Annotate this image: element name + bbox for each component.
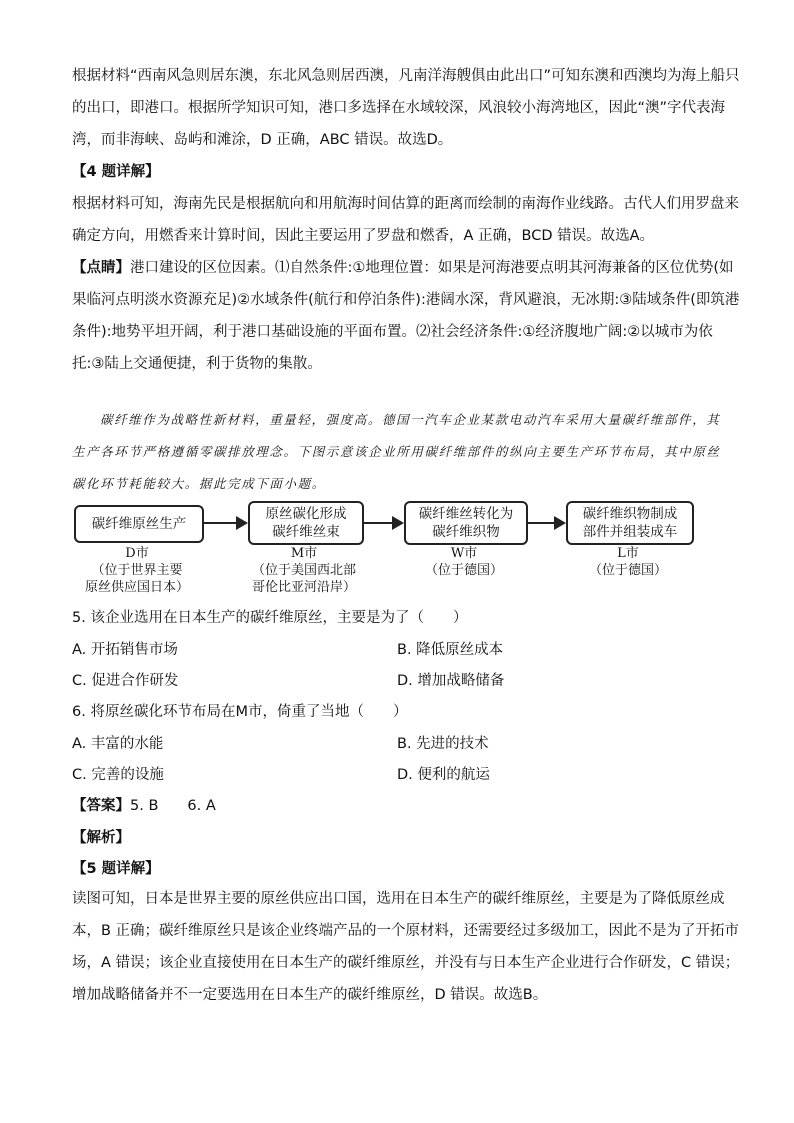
q6-option-c: C. 完善的设施 bbox=[72, 767, 164, 783]
q6-option-a: A. 丰富的水能 bbox=[72, 736, 164, 752]
q5-explanation bbox=[72, 883, 740, 1011]
text-line: 碳纤维作为战略性新材料，重量轻，强度高。德国一汽车企业某款电动汽车采用大量碳纤维部件，其 bbox=[100, 412, 721, 427]
flow-box-4: 碳纤维织物制成 部件并组装成车 bbox=[566, 501, 694, 545]
production-flow-diagram bbox=[60, 495, 740, 605]
q5-option-a: A. 开拓销售市场 bbox=[72, 642, 178, 658]
flow-box-2: 原丝碳化形成 碳纤维丝束 bbox=[248, 501, 364, 545]
flow-box-3: 碳纤维丝转化为 碳纤维织物 bbox=[404, 501, 528, 545]
answer-text: 5. B 6. A bbox=[130, 798, 216, 814]
flow-caption-2: M市 （位于美国西北部 哥伦比亚河沿岸） bbox=[251, 546, 356, 595]
text-line: 场，A 错误；该企业直接使用在日本生产的碳纤维原丝，并没有与日本生产企业进行合作研发，C 错误； bbox=[72, 955, 740, 971]
material-paragraph bbox=[72, 404, 722, 500]
tip-paragraph bbox=[72, 252, 740, 380]
text-line: 果临河点明淡水资源充足)②水域条件(航行和停泊条件):港阔水深，背风避浪，无冰期:③陆域条件(即筑港 bbox=[72, 292, 740, 308]
text-line: 的出口，即港口。根据所学知识可知，港口多选择在水域较深，风浪较小海湾地区，因此“澳”字代表海 bbox=[72, 100, 726, 116]
text-line: 确定方向，用燃香来计算时间，因此主要运用了罗盘和燃香，A 正确，BCD 错误。故选A。 bbox=[72, 228, 655, 244]
q6-option-b: B. 先进的技术 bbox=[397, 736, 489, 752]
text-line: 托:③陆上交通便捷，利于货物的集散。 bbox=[72, 356, 322, 372]
q5-stem: 5. 该企业选用在日本生产的碳纤维原丝，主要是为了（ ） bbox=[72, 610, 468, 626]
tip-label: 【点睛】 bbox=[72, 260, 130, 276]
text-line: 湾，而非海峡、岛屿和滩涂，D 正确，ABC 错误。故选D。 bbox=[72, 132, 453, 148]
q6-option-d: D. 便利的航运 bbox=[397, 767, 490, 783]
text-line: 增加战略储备并不一定要选用在日本生产的碳纤维原丝，D 错误。故选B。 bbox=[72, 987, 548, 1003]
q5-option-c: C. 促进合作研发 bbox=[72, 673, 179, 689]
text-line: 生产各环节严格遵循零碳排放理念。下图示意该企业所用碳纤维部件的纵向主要生产环节布局，其中原丝 bbox=[72, 444, 721, 459]
arrow-icon bbox=[526, 522, 564, 524]
text-line: 根据材料“西南风急则居东澳，东北风急则居西澳，凡南洋海艘俱由此出口”可知东澳和西澳均为海上船只 bbox=[72, 68, 740, 84]
flow-caption-3: W市 （位于德国） bbox=[424, 546, 503, 578]
q5-option-d: D. 增加战略储备 bbox=[397, 673, 505, 689]
q5-heading: 【5 题详解】 bbox=[72, 861, 160, 877]
text-line: 根据材料可知，海南先民是根据航向和用航海时间估算的距离而绘制的南海作业线路。古代人们用罗盘来 bbox=[72, 196, 739, 212]
answer-line bbox=[72, 796, 216, 816]
text-line: 条件):地势平坦开阔，利于港口基础设施的平面布置。⑵社会经济条件:①经济腹地广阔:②以城市为依 bbox=[72, 324, 713, 340]
text-line: 碳化环节耗能较大。据此完成下面小题。 bbox=[72, 476, 326, 491]
arrow-icon bbox=[362, 522, 402, 524]
answer-label: 【答案】 bbox=[72, 798, 130, 814]
q4-heading: 【4 题详解】 bbox=[72, 164, 160, 180]
intro-paragraph bbox=[72, 60, 740, 156]
arrow-icon bbox=[202, 522, 246, 524]
analysis-label: 【解析】 bbox=[72, 830, 130, 846]
text-line: 港口建设的区位因素。⑴自然条件:①地理位置：如果是河海港要点明其河海兼备的区位优势(如 bbox=[130, 260, 734, 276]
q5-option-b: B. 降低原丝成本 bbox=[397, 642, 504, 658]
flow-caption-1: D市 （位于世界主要 原丝供应国日本） bbox=[84, 546, 189, 595]
q4-explanation bbox=[72, 188, 739, 252]
text-line: 本，B 正确；碳纤维原丝只是该企业终端产品的一个原材料，还需要经过多级加工，因此不是为了开拓市 bbox=[72, 923, 740, 939]
flow-caption-4: L市 （位于德国） bbox=[588, 546, 667, 578]
text-line: 读图可知，日本是世界主要的原丝供应出口国，选用在日本生产的碳纤维原丝，主要是为了降低原丝成 bbox=[72, 891, 725, 907]
q6-stem: 6. 将原丝碳化环节布局在M市，倚重了当地（ ） bbox=[72, 704, 408, 720]
flow-box-1: 碳纤维原丝生产 bbox=[74, 505, 204, 543]
